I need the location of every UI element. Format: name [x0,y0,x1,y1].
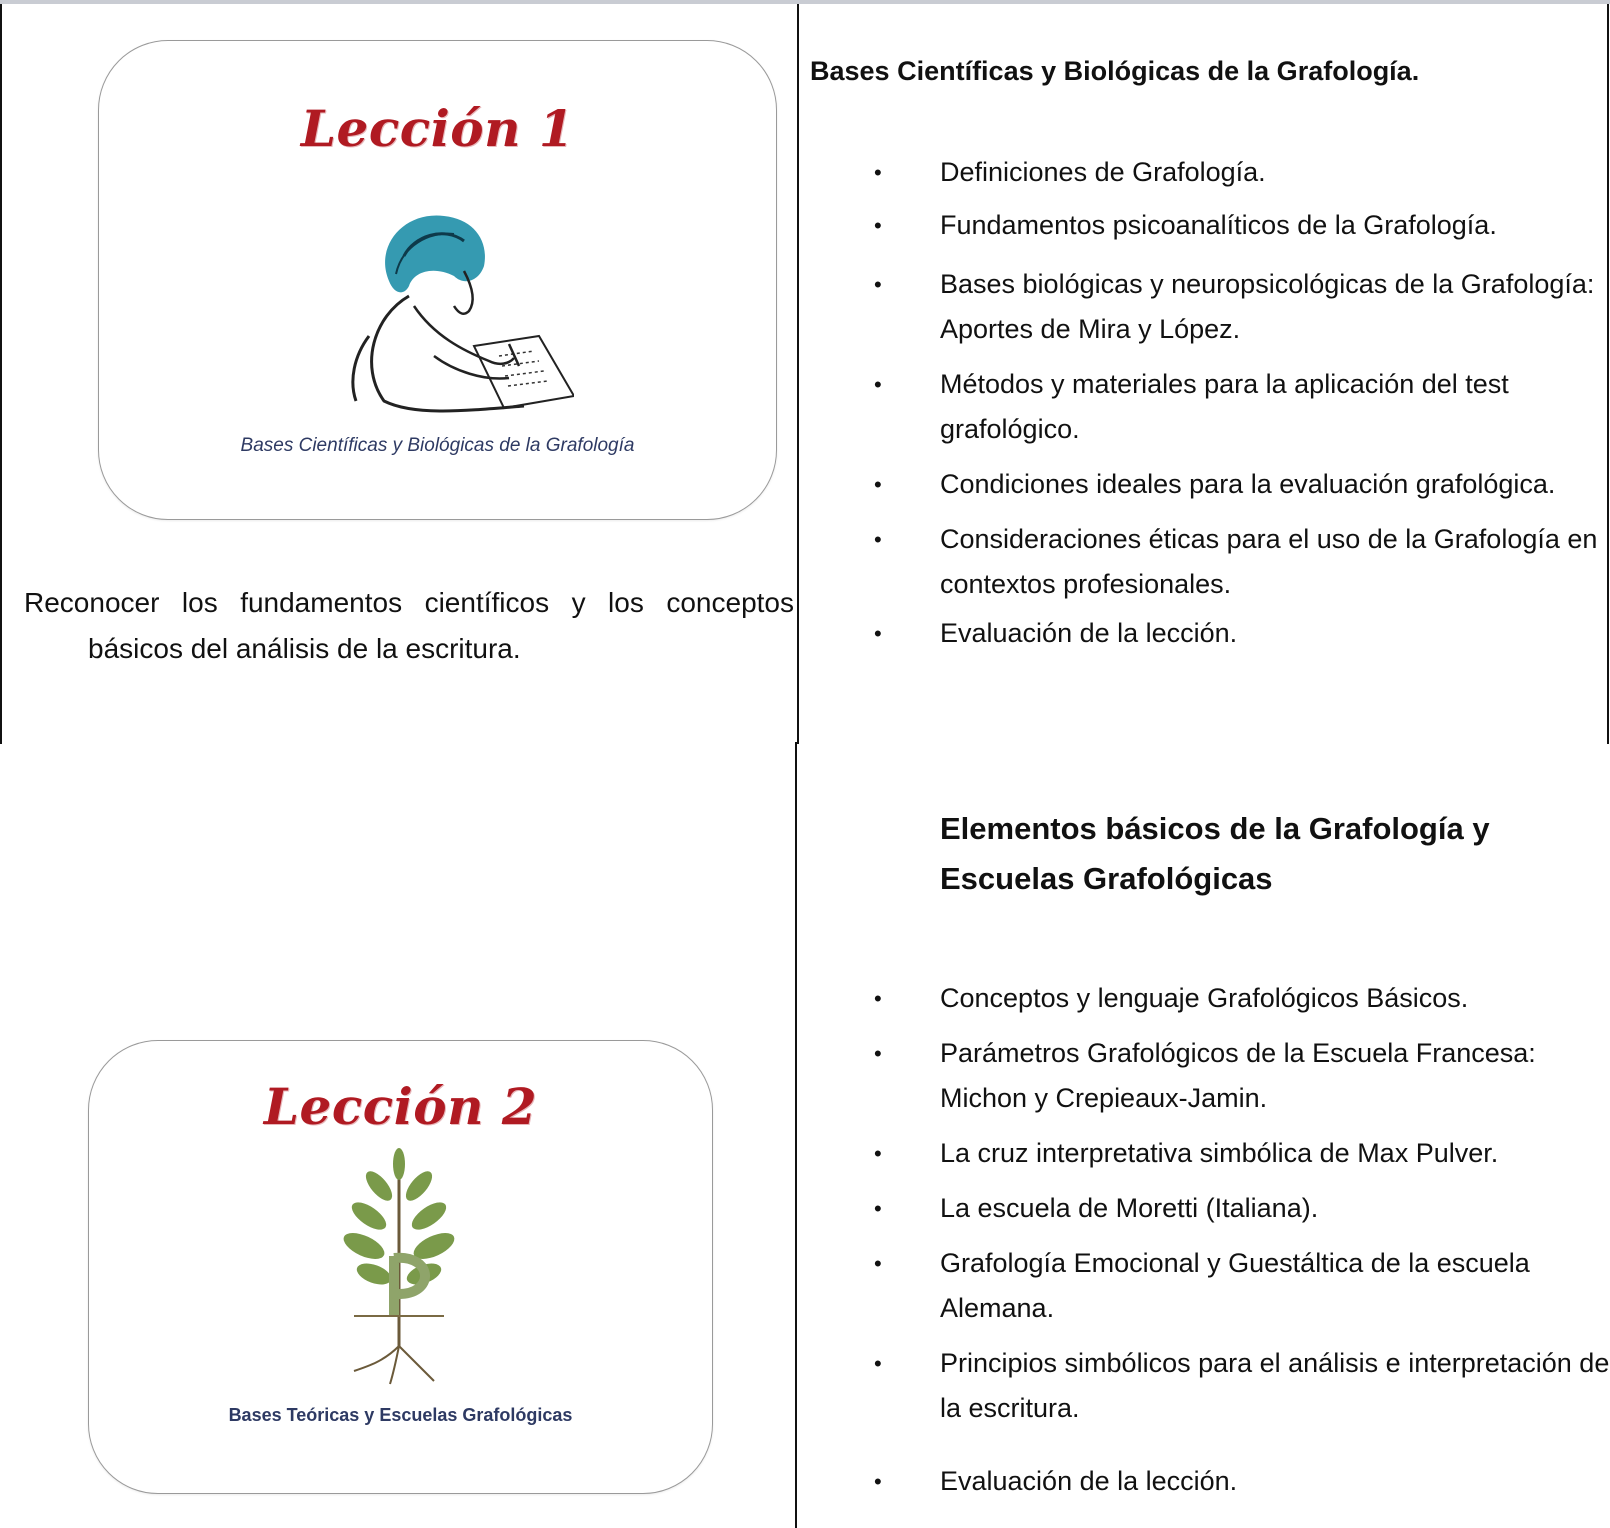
bullet: • [874,1196,882,1221]
bullet: • [874,1251,882,1276]
bullet: • [874,1141,882,1166]
bullet: • [874,372,882,397]
lesson2-topic-list [870,974,1610,1504]
list-item: • Bases biológicas y neuropsicológicas de la Grafología: Aportes de Mira y López. [870,262,1610,352]
bullet: • [874,472,882,497]
lesson1-card [98,40,777,520]
list-item: • Parámetros Grafológicos de la Escuela Francesa: Michon y Crepieaux-Jamin. [870,1031,1610,1121]
list-item: • Métodos y materiales para la aplicación del test grafológico. [870,362,1610,452]
bullet: • [874,621,882,646]
column-divider-top [797,4,799,744]
lesson2-card-caption: Bases Teóricas y Escuelas Grafológicas [228,1405,573,1425]
bullet: • [874,986,882,1011]
lesson1-objective [24,580,794,672]
lesson1-topic-list [870,150,1610,656]
lesson2-card-title: Lección 2 [263,1077,538,1136]
list-item: • Conceptos y lenguaje Grafológicos Básicos. [870,976,1610,1021]
lesson1-card-title: Lección 1 [300,99,575,158]
list-item: • Evaluación de la lección. [870,1459,1610,1504]
list-item: • Evaluación de la lección. [870,611,1610,656]
bullet: • [874,272,882,297]
list-item: • Consideraciones éticas para el uso de la Grafología en contextos profesionales. [870,517,1610,607]
bullet: • [874,527,882,552]
lesson1-section-title: Bases Científicas y Biológicas de la Grafología. [810,56,1420,86]
writing-person-illustration [314,186,574,426]
list-item: • Grafología Emocional y Guestáltica de la escuela Alemana. [870,1241,1610,1331]
bullet: • [874,160,882,185]
list-item: • Condiciones ideales para la evaluación grafológica. [870,462,1610,507]
list-item: • Definiciones de Grafología. [870,150,1610,195]
lesson1-objective-line1: Reconocer los fundamentos científicos y los conceptos [24,587,794,618]
lesson2-card [88,1040,713,1494]
table-left-edge [0,4,2,744]
column-divider-bottom [795,742,797,1528]
lesson1-objective-line2: básicos del análisis de la escritura. [88,633,521,664]
bullet: • [874,1351,882,1376]
list-item: • Fundamentos psicoanalíticos de la Grafología. [870,203,1610,248]
lesson1-card-caption: Bases Científicas y Biológicas de la Grafología [240,435,635,456]
list-item: • La cruz interpretativa simbólica de Max Pulver. [870,1131,1610,1176]
top-border [0,0,1610,4]
plant-letter-p-illustration [324,1146,474,1386]
bullet: • [874,213,882,238]
lesson2-section-title: Elementos básicos de la Grafología y Escuelas Grafológicas [940,811,1490,896]
list-item: • Principios simbólicos para el análisis e interpretación de la escritura. [870,1341,1610,1431]
bullet: • [874,1041,882,1066]
bullet: • [874,1469,882,1494]
list-item: • La escuela de Moretti (Italiana). [870,1186,1610,1231]
